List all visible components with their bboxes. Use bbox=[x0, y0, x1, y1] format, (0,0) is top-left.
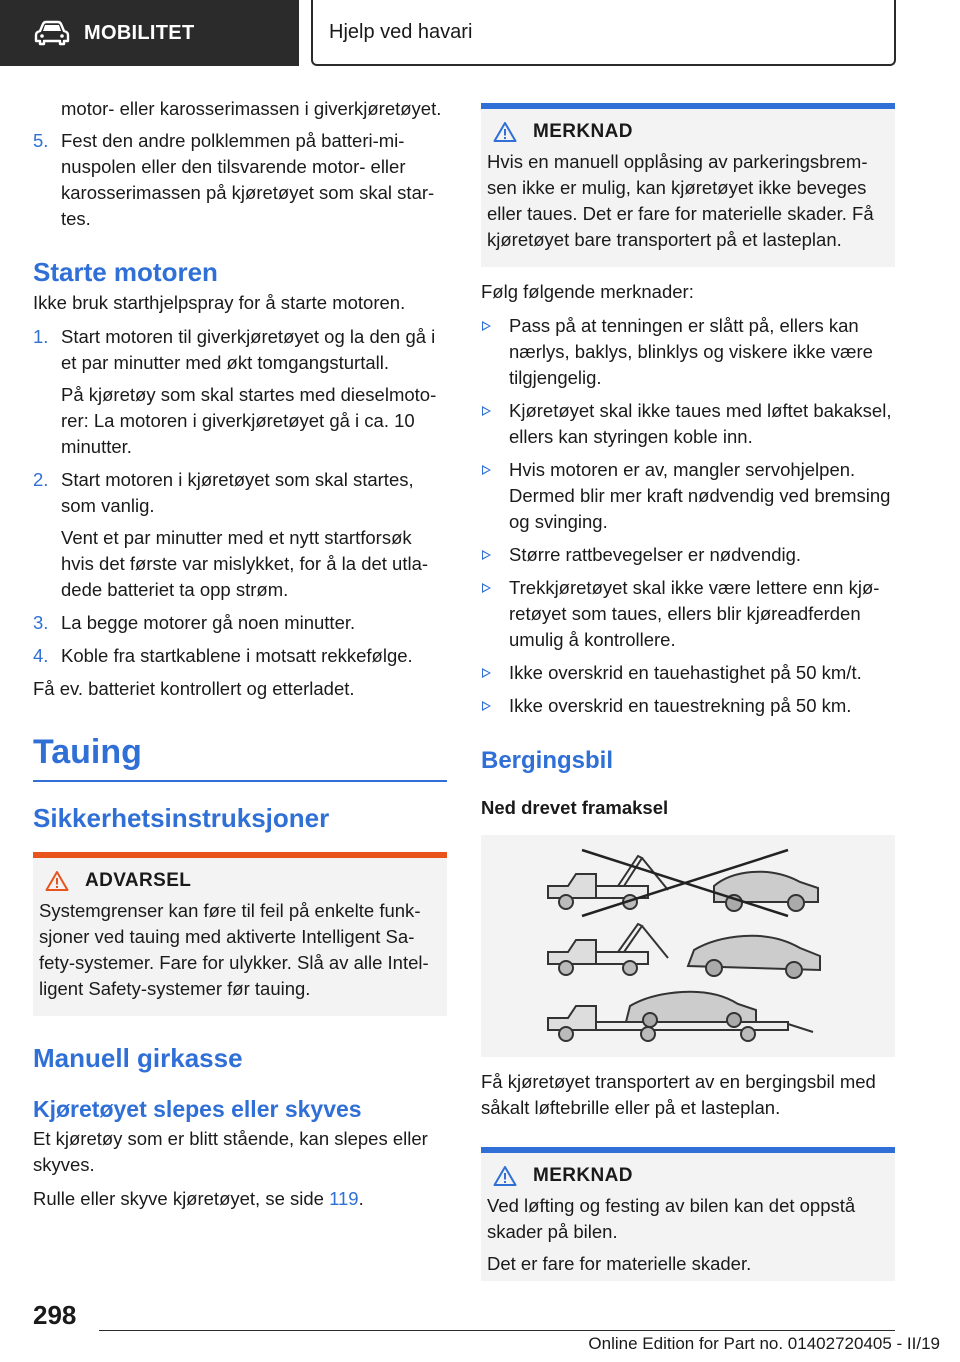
safety-heading: Sikkerhetsinstruksjoner bbox=[33, 803, 330, 833]
notes-list bbox=[481, 313, 895, 719]
page-link[interactable]: 119 bbox=[329, 1188, 359, 1209]
note-text: Ikke overskrid en tauestrekning på 50 km. bbox=[509, 695, 852, 716]
step-text: Start motoren til giverkjøretøyet og la den gå i et par minutter med økt tomgangsturtall. bbox=[61, 326, 436, 373]
notice-title: MERKNAD bbox=[533, 121, 633, 142]
towing-heading: Tauing bbox=[33, 733, 142, 771]
roll-text-pre: Rulle eller skyve kjøretøyet, se side bbox=[33, 1188, 330, 1209]
tow-illustration bbox=[481, 835, 895, 1057]
heading-rule bbox=[33, 780, 447, 782]
tow-truck-illustration bbox=[538, 846, 838, 1046]
towed-text: Et kjøretøy som er blitt stående, kan slepes eller skyves. bbox=[33, 1128, 428, 1175]
bullet-triangle-icon bbox=[482, 465, 491, 475]
list-item bbox=[33, 643, 447, 669]
notice-box-2 bbox=[481, 1147, 895, 1281]
step-text: Koble fra startkablene i motsatt rekkefølge. bbox=[61, 645, 413, 666]
bullet-triangle-icon bbox=[482, 550, 491, 560]
note-text: Hvis motoren er av, mangler servohjelpen. Dermed blir mer kraft nødvendig ved bremsing og svinging. bbox=[509, 459, 891, 532]
after-steps-text: Få ev. batteriet kontrollert og etterladet. bbox=[33, 678, 355, 699]
list-item bbox=[481, 457, 895, 535]
chapter-title: Hjelp ved havari bbox=[329, 20, 473, 43]
step-subtext: Vent et par minutter med et nytt startforsøk hvis det første var mislykket, for å la det utladede batteriet ta opp strøm. bbox=[61, 527, 429, 600]
start-engine-heading: Starte motoren bbox=[33, 257, 218, 287]
list-item bbox=[481, 542, 895, 568]
list-item bbox=[481, 693, 895, 719]
step4-continuation: motor- eller karosserimassen i giverkjøretøyet. bbox=[61, 98, 442, 119]
start-steps-list bbox=[33, 324, 447, 669]
list-item bbox=[33, 128, 447, 232]
list-item bbox=[481, 398, 895, 450]
notice-text: Hvis en manuell opplåsing av parkeringsbremsen ikke er mulig, kan kjøretøyet ikke beveges eller taues. Det er fare for materielle skader. Få kjøretøyet bare transportert på et lasteplan. bbox=[487, 151, 874, 250]
warning-title: ADVARSEL bbox=[85, 870, 192, 891]
warning-text: Systemgrenser kan føre til feil på enkelte funksjoner ved tauing med aktiverte Intelligent Safety-systemer. Fare for ulykker. Slå av alle Intelligent Safety-systemer før tauing. bbox=[39, 900, 429, 999]
note-text: Større rattbevegelser er nødvendig. bbox=[509, 544, 802, 565]
notice-title: MERKNAD bbox=[533, 1165, 633, 1186]
notice-text: Det er fare for materielle skader. bbox=[487, 1253, 752, 1274]
bullet-triangle-icon bbox=[482, 668, 491, 678]
footer-rule bbox=[99, 1330, 895, 1331]
section-title: MOBILITET bbox=[84, 21, 195, 44]
car-icon bbox=[34, 20, 70, 46]
step-text: Fest den andre polklemmen på batteri-minuspolen eller den tilsvarende motor- eller karosserimassen på kjøretøyet som skal startes. bbox=[61, 130, 435, 229]
notice-text: Ved løfting og festing av bilen kan det oppstå skader på bilen. bbox=[487, 1195, 856, 1242]
start-intro: Ikke bruk starthjelpspray for å starte motoren. bbox=[33, 292, 406, 313]
list-item bbox=[481, 313, 895, 391]
step-text: La begge motorer gå noen minutter. bbox=[61, 612, 356, 633]
right-column bbox=[481, 103, 895, 1281]
list-item bbox=[481, 660, 895, 686]
note-text: Pass på at tenningen er slått på, ellers kan nærlys, baklys, blinklys og viskere ikke være tilgjengelig. bbox=[509, 315, 873, 388]
notes-intro: Følg følgende merknader: bbox=[481, 281, 694, 302]
tow-truck-heading: Bergingsbil bbox=[481, 747, 614, 774]
warning-triangle-icon bbox=[45, 870, 69, 892]
step-number: 1. bbox=[33, 326, 49, 347]
step-text: Start motoren i kjøretøyet som skal startes, som vanlig. bbox=[61, 469, 414, 516]
page-number: 298 bbox=[33, 1300, 77, 1330]
step-number: 5. bbox=[33, 130, 49, 151]
towed-pushed-heading: Kjøretøyet slepes eller skyves bbox=[33, 1096, 362, 1122]
front-axle-heading: Ned drevet framaksel bbox=[481, 797, 669, 818]
bullet-triangle-icon bbox=[482, 583, 491, 593]
bullet-triangle-icon bbox=[482, 406, 491, 416]
roll-text-post: . bbox=[358, 1188, 364, 1209]
roll-text bbox=[33, 1186, 447, 1212]
connect-steps-list bbox=[33, 128, 447, 232]
notice-triangle-icon bbox=[493, 1165, 517, 1187]
notice-box bbox=[481, 103, 895, 267]
left-column bbox=[33, 96, 447, 1212]
warning-box bbox=[33, 852, 447, 1016]
bullet-triangle-icon bbox=[482, 321, 491, 331]
footer-edition: Online Edition for Part no. 01402720405 - II/19 bbox=[588, 1334, 940, 1353]
bullet-triangle-icon bbox=[482, 701, 491, 711]
list-item bbox=[33, 324, 447, 460]
list-item bbox=[33, 467, 447, 603]
list-item bbox=[33, 610, 447, 636]
step-number: 2. bbox=[33, 469, 49, 490]
step-subtext: På kjøretøy som skal startes med dieselmotorer: La motoren i giverkjøretøyet gå i ca. 10 minutter. bbox=[61, 384, 437, 457]
note-text: Kjøretøyet skal ikke taues med løftet bakaksel, ellers kan styringen koble inn. bbox=[509, 400, 892, 447]
notice-triangle-icon bbox=[493, 121, 517, 143]
step-number: 3. bbox=[33, 612, 49, 633]
note-text: Ikke overskrid en tauehastighet på 50 km/t. bbox=[509, 662, 862, 683]
manual-gearbox-heading: Manuell girkasse bbox=[33, 1043, 243, 1073]
list-item bbox=[481, 575, 895, 653]
chapter-title-tab bbox=[311, 0, 896, 66]
step-number: 4. bbox=[33, 645, 49, 666]
note-text: Trekkjøretøyet skal ikke være lettere enn kjøretøyet som taues, ellers blir kjøreadferden umulig å kontrollere. bbox=[509, 577, 880, 650]
figure-caption: Få kjøretøyet transportert av en bergingsbil med såkalt løftebrille eller på et lasteplan. bbox=[481, 1071, 876, 1118]
header-section-tab bbox=[0, 0, 299, 66]
